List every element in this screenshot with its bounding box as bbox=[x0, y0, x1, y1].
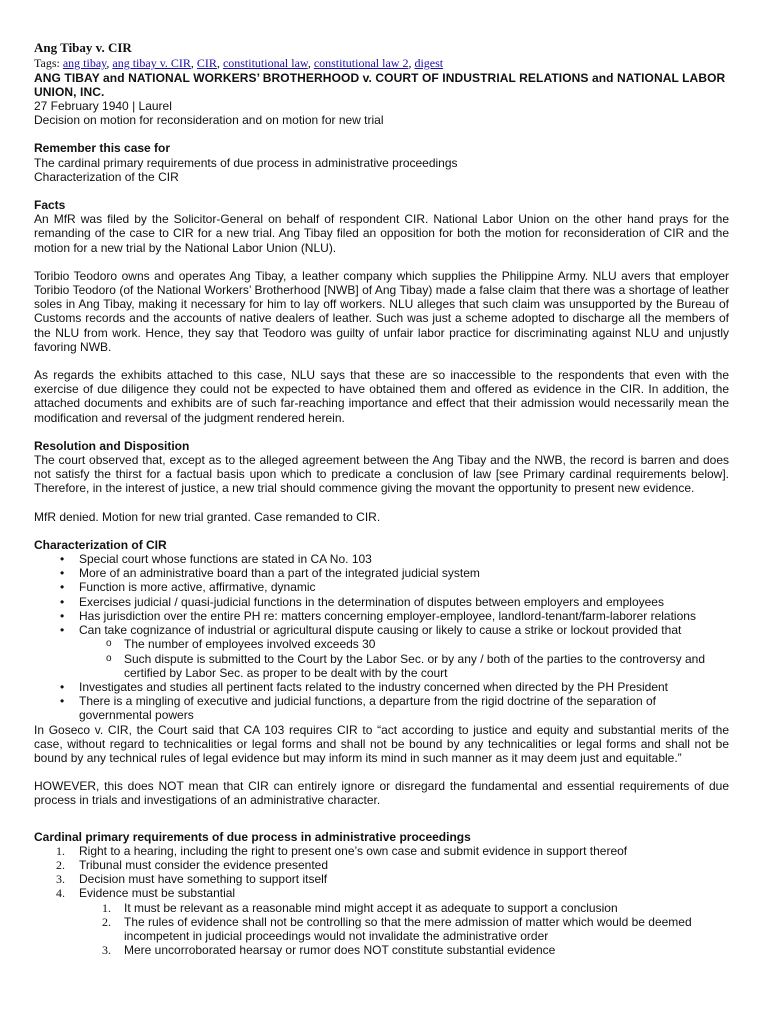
resolution-paragraph: The court observed that, except as to the alleged agreement between the Ang Tibay and the NWB, the record is barren and does not satisfy the thirst for a factual basis upon which to predicate a conclusion of law [see Primary cardinal requirements below]. Therefore, in the interest of justice, a new trial should commence giving the movant the opportunity to present new evidence. bbox=[34, 453, 729, 496]
list-item: 2. Tribunal must consider the evidence presented bbox=[56, 857, 329, 872]
remember-heading: Remember this case for bbox=[34, 141, 171, 156]
cardinal-heading: Cardinal primary requirements of due process in administrative proceedings bbox=[34, 829, 471, 844]
however-paragraph: HOWEVER, this does NOT mean that CIR can entirely ignore or disregard the fundamental and essential requirements of due process in trials and investigations of an administrative character. bbox=[34, 779, 729, 808]
tag-link[interactable]: CIR bbox=[196, 56, 217, 70]
list-item: • Function is more active, affirmative, dynamic bbox=[34, 580, 729, 594]
tag-link[interactable]: constitutional law bbox=[222, 56, 308, 70]
tag-link[interactable]: constitutional law 2 bbox=[313, 56, 409, 70]
facts-heading: Facts bbox=[34, 198, 66, 213]
sub-list-item: 1. It must be relevant as a reasonable mind might accept it as adequate to support a conclusion bbox=[102, 900, 618, 915]
resolution-heading: Resolution and Disposition bbox=[34, 438, 190, 453]
characterization-list-continued bbox=[34, 680, 729, 723]
tags-line: Tags: ang tibay, ang tibay v. CIR, CIR, constitutional law, constitutional law 2, digest bbox=[34, 56, 444, 70]
resolution-paragraph: MfR denied. Motion for new trial granted. Case remanded to CIR. bbox=[34, 509, 381, 524]
sub-list-item: 3. Mere uncorroborated hearsay or rumor does NOT constitute substantial evidence bbox=[102, 943, 556, 958]
document-content bbox=[34, 40, 729, 957]
cardinal-list bbox=[34, 844, 729, 901]
tags-label: Tags: bbox=[34, 56, 60, 70]
list-item: 1. Right to a hearing, including the right to present one’s own case and submit evidence in support thereof bbox=[56, 843, 628, 858]
sub-list-item: 2. The rules of evidence shall not be controlling so that the mere admission of matter which would be deemed incompetent in judicial proceedings would not invalidate the administrative order bbox=[102, 914, 692, 943]
facts-paragraph: As regards the exhibits attached to this case, NLU says that these are so inaccessible to the respondents that even with the exercise of due diligence they could not be expected to have obtained them and offered as evidence in the CIR. In addition, the attached documents and exhibits are of such far-reaching importance and effect that their admission would necessarily mean the modification and reversal of the judgment rendered herein. bbox=[34, 368, 729, 425]
list-item: 4. Evidence must be substantial bbox=[56, 886, 236, 901]
list-item: 3. Decision must have something to support itself bbox=[56, 872, 328, 887]
facts-paragraph: Toribio Teodoro owns and operates Ang Tibay, a leather company which supplies the Philippine Army. NLU avers that employer Toribio Teodoro (of the National Workers’ Brotherhood [NWB] of Ang Tibay) made a false claim that there was a shortage of leather soles in Ang Tibay, making it necessary for him to lay off workers. NLU alleges that such claim was unsupported by the Bureau of Customs records and the accounts of native dealers of leather. Such was just a scheme adopted to discharge all the members of the NLU from work. Hence, they say that Teodoro was guilty of unfair labor practice for discriminating against NLU and unjustly favoring NWB. bbox=[34, 268, 729, 354]
characterization-heading: Characterization of CIR bbox=[34, 537, 167, 552]
cardinal-sublist bbox=[34, 901, 729, 958]
characterization-list bbox=[34, 552, 729, 637]
list-item: • Exercises judicial / quasi-judicial functions in the determination of disputes between employers and employees bbox=[34, 595, 729, 609]
list-item: • Can take cognizance of industrial or agricultural dispute causing or likely to cause a strike or lockout provided that bbox=[34, 623, 729, 637]
facts-paragraph: An MfR was filed by the Solicitor-General on behalf of respondent CIR. National Labor Union on the other hand prays for the remanding of the case to CIR for a new trial. Ang Tibay filed an opposition for both the motion for reconsideration of CIR and the motion for a new trial by the National Labor Union (NLU). bbox=[34, 212, 729, 255]
decision-line: Decision on motion for reconsideration and on motion for new trial bbox=[34, 113, 384, 128]
list-item: • There is a mingling of executive and judicial functions, a departure from the rigid doctrine of the separation of governmental powers bbox=[34, 694, 729, 722]
sub-list-item: o Such dispute is submitted to the Court by the Labor Sec. or by any / both of the parties to the controversy and certified by Labor Sec. as proper to be dealt with by the court bbox=[34, 652, 729, 680]
case-name: ANG TIBAY and NATIONAL WORKERS’ BROTHERHOOD v. COURT OF INDUSTRIAL RELATIONS and NATIONAL LABOR UNION, INC. bbox=[34, 71, 726, 99]
characterization-sublist bbox=[34, 637, 729, 680]
remember-item: Characterization of the CIR bbox=[34, 169, 179, 184]
list-item: • Has jurisdiction over the entire PH re: matters concerning employer-employee, landlord-tenant/farm-laborer relations bbox=[34, 609, 729, 623]
list-item: • Investigates and studies all pertinent facts related to the industry concerned when directed by the PH President bbox=[34, 680, 729, 694]
tag-link[interactable]: digest bbox=[414, 56, 444, 70]
post-title: Ang Tibay v. CIR bbox=[34, 40, 132, 55]
list-item: • More of an administrative board than a part of the integrated judicial system bbox=[34, 566, 729, 580]
tag-link[interactable]: ang tibay v. CIR bbox=[112, 56, 191, 70]
goseco-paragraph: In Goseco v. CIR, the Court said that CA 103 requires CIR to “act according to justice and equity and substantial merits of the case, without regard to technicalities or legal forms and shall not be bound by any technicalities or legal forms and shall not be bound by any technical rules of legal evidence but may inform its mind in such manner as it may deem just and equitable.” bbox=[34, 722, 729, 765]
list-item: • Special court whose functions are stated in CA No. 103 bbox=[34, 552, 729, 566]
sub-list-item: o The number of employees involved exceeds 30 bbox=[34, 637, 729, 651]
remember-item: The cardinal primary requirements of due process in administrative proceedings bbox=[34, 155, 458, 170]
tag-link[interactable]: ang tibay bbox=[62, 56, 107, 70]
date-line: 27 February 1940 | Laurel bbox=[34, 99, 172, 113]
